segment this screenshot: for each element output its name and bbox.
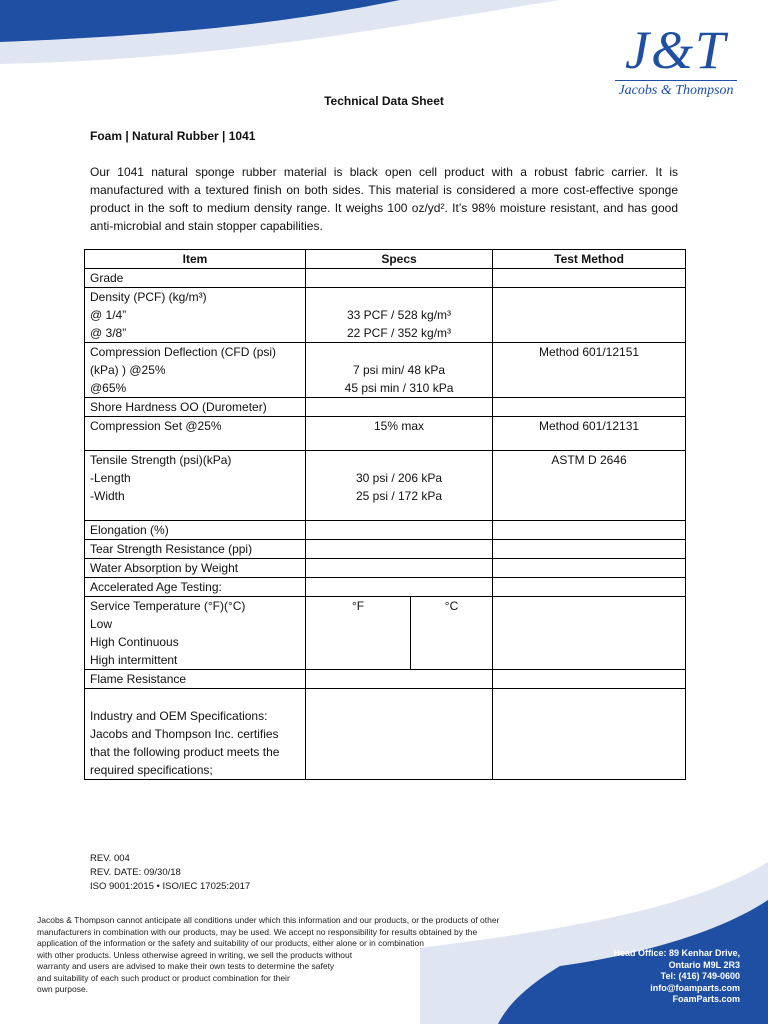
service-temp-item-line: Service Temperature (°F)(°C) xyxy=(90,599,246,613)
disclaimer-line: application of the information or the safety and suitability of our products, either alone or in combination xyxy=(37,938,424,948)
service-temp-celsius: °C xyxy=(411,597,493,670)
company-logo xyxy=(606,22,746,99)
header-specs: Specs xyxy=(306,250,493,269)
tensile-specs xyxy=(306,451,493,521)
cfd-method: Method 601/12151 xyxy=(493,343,686,398)
contact-email[interactable]: info@foamparts.com xyxy=(650,982,740,993)
density-specs xyxy=(306,288,493,343)
revision-date: REV. DATE: 09/30/18 xyxy=(90,867,181,878)
industry-specs xyxy=(306,689,493,780)
aging-specs xyxy=(306,578,493,597)
header-item: Item xyxy=(85,250,306,269)
row-elongation xyxy=(85,521,686,540)
disclaimer-line: warranty and users are advised to make their own tests to determine the safety xyxy=(37,961,335,971)
water-method xyxy=(493,559,686,578)
legal-disclaimer xyxy=(37,915,537,996)
shore-method xyxy=(493,398,686,417)
row-flame-resistance xyxy=(85,670,686,689)
contact-website[interactable]: FoamParts.com xyxy=(672,994,740,1004)
revision-number: REV. 004 xyxy=(90,853,130,864)
service-temp-item xyxy=(85,597,306,670)
service-temp-method xyxy=(493,597,686,670)
density-item xyxy=(85,288,306,343)
density-spec-quarter: 33 PCF / 528 kg/m³ xyxy=(346,308,452,322)
contact-phone: Tel: (416) 749-0600 xyxy=(660,971,740,981)
row-service-temperature xyxy=(85,597,686,670)
disclaimer-line: manufacturers in combination with our products, may be used. We accept no responsibility for results obtained by the xyxy=(37,926,478,937)
cset-item: Compression Set @25% xyxy=(85,417,306,451)
density-item-line: @ 3/8” xyxy=(90,326,127,340)
cset-specs: 15% max xyxy=(306,417,493,451)
tear-item: Tear Strength Resistance (ppi) xyxy=(85,540,306,559)
grade-method xyxy=(493,269,686,288)
row-compression-set xyxy=(85,417,686,451)
disclaimer-line: Jacobs & Thompson cannot anticipate all conditions under which this information and our products, or the products of other xyxy=(37,915,500,925)
tensile-item-line: -Length xyxy=(90,471,131,485)
elongation-item: Elongation (%) xyxy=(85,521,306,540)
tensile-spec-width: 25 psi / 172 kPa xyxy=(355,489,443,503)
flame-item: Flame Resistance xyxy=(85,670,306,689)
aging-method xyxy=(493,578,686,597)
row-water-absorption xyxy=(85,559,686,578)
industry-item xyxy=(85,689,306,780)
contact-address: Head Office: 89 Kenhar Drive, xyxy=(613,948,740,958)
logo-divider xyxy=(615,80,737,81)
tensile-item-line: Tensile Strength (psi)(kPa) xyxy=(90,453,232,467)
density-item-line: Density (PCF) (kg/m³) xyxy=(90,290,207,304)
cfd-item-line: Compression Deflection (CFD (psi) xyxy=(90,345,277,359)
service-temp-item-line: High Continuous xyxy=(90,635,179,649)
grade-item: Grade xyxy=(85,269,306,288)
grade-specs xyxy=(306,269,493,288)
service-temp-item-line: High intermittent xyxy=(90,653,178,667)
disclaimer-line: with other products. Unless otherwise agreed in writing, we sell the products without xyxy=(37,949,353,960)
document-title: Technical Data Sheet xyxy=(324,94,444,108)
industry-item-text: Industry and OEM Specifications: Jacobs and Thompson Inc. certifies that the following product meets the required specifications; xyxy=(90,709,280,777)
table-header-row xyxy=(85,250,686,269)
cfd-item-line: @65% xyxy=(90,381,127,395)
elongation-method xyxy=(493,521,686,540)
density-item-line: @ 1/4” xyxy=(90,308,127,322)
cfd-item-line: (kPa) ) @25% xyxy=(90,363,166,377)
tensile-method: ASTM D 2646 xyxy=(493,451,686,521)
row-density xyxy=(85,288,686,343)
tear-method xyxy=(493,540,686,559)
density-spec-three-eighths: 22 PCF / 352 kg/m³ xyxy=(346,326,452,340)
product-title: Foam | Natural Rubber | 1041 xyxy=(90,129,256,143)
water-item: Water Absorption by Weight xyxy=(85,559,306,578)
cfd-spec-25: 7 psi min/ 48 kPa xyxy=(352,363,446,377)
header-test-method: Test Method xyxy=(493,250,686,269)
contact-postal: Ontario M9L 2R3 xyxy=(668,959,740,970)
water-specs xyxy=(306,559,493,578)
row-accelerated-aging xyxy=(85,578,686,597)
contact-info xyxy=(613,948,740,1006)
logo-name: Jacobs & Thompson xyxy=(618,83,734,98)
row-tear-strength xyxy=(85,540,686,559)
cfd-specs xyxy=(306,343,493,398)
shore-item: Shore Hardness OO (Durometer) xyxy=(85,398,306,417)
disclaimer-line: and suitability of each such product or product combination for their xyxy=(37,972,290,983)
row-compression-deflection xyxy=(85,343,686,398)
cfd-spec-65: 45 psi min / 310 kPa xyxy=(344,381,454,395)
row-tensile xyxy=(85,451,686,521)
density-method xyxy=(493,288,686,343)
row-industry-specs xyxy=(85,689,686,780)
tensile-spec-length: 30 psi / 206 kPa xyxy=(355,471,443,485)
tear-specs xyxy=(306,540,493,559)
product-description: Our 1041 natural sponge rubber material is black open cell product with a robust fabric carrier. It is manufactured with a textured finish on both sides. This material is considered a more cost-effective sponge product in the soft to medium density range. It weighs 100 oz/yd². It’s 98% moisture resistant, and has good anti-microbial and stain stopper capabilities. xyxy=(90,165,678,233)
specs-table xyxy=(84,249,686,780)
service-temp-fahrenheit: °F xyxy=(306,597,411,670)
iso-certifications: ISO 9001:2015 • ISO/IEC 17025:2017 xyxy=(90,881,251,892)
logo-mark: J&T xyxy=(624,20,727,80)
industry-method xyxy=(493,689,686,780)
flame-specs xyxy=(306,670,493,689)
tensile-item-line: -Width xyxy=(90,489,125,503)
row-shore-hardness xyxy=(85,398,686,417)
flame-method xyxy=(493,670,686,689)
disclaimer-line: own purpose. xyxy=(37,984,89,994)
tensile-item xyxy=(85,451,306,521)
service-temp-item-line: Low xyxy=(90,617,113,631)
revision-info xyxy=(90,852,250,894)
elongation-specs xyxy=(306,521,493,540)
shore-specs xyxy=(306,398,493,417)
aging-item: Accelerated Age Testing: xyxy=(85,578,306,597)
cfd-item xyxy=(85,343,306,398)
cset-method: Method 601/12131 xyxy=(493,417,686,451)
row-grade xyxy=(85,269,686,288)
